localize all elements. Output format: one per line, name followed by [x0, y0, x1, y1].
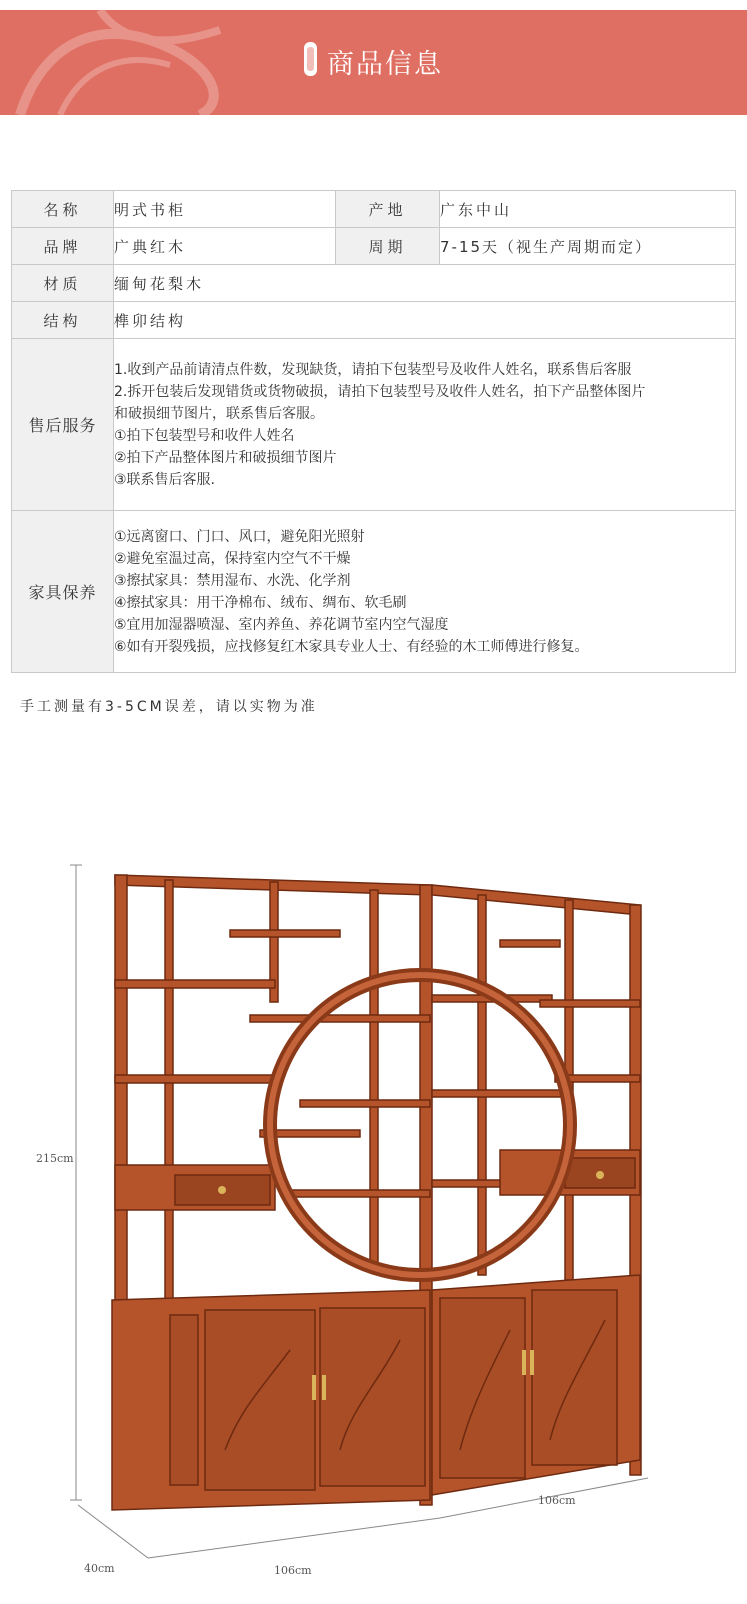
table-row: [12, 302, 736, 339]
after-sales-line: 和破损细节图片，联系售后客服。: [114, 405, 324, 422]
structure-value: 榫卯结构: [114, 302, 736, 339]
product-info-table: [11, 190, 736, 673]
cycle-label: 周期: [336, 228, 440, 265]
origin-label: 产地: [336, 191, 440, 228]
table-row: [12, 511, 736, 673]
care-line: ①远离窗口、门口、风口，避免阳光照射: [114, 528, 365, 545]
after-sales-content: [114, 339, 736, 511]
care-line: ③擦拭家具：禁用湿布、水洗、化学剂: [114, 572, 351, 589]
after-sales-line: ③联系售后客服.: [114, 471, 216, 488]
measurement-note: 手工测量有3-5CM误差，请以实物为准: [20, 699, 318, 715]
after-sales-label: 售后服务: [12, 339, 114, 511]
after-sales-line: 2.拆开包装后发现错货或货物破损，请拍下包装型号及收件人姓名，拍下产品整体图片: [114, 383, 646, 400]
material-value: 缅甸花梨木: [114, 265, 736, 302]
back-width-dimension: 106cm: [538, 1494, 576, 1507]
name-value: 明式书柜: [114, 191, 336, 228]
care-line: ④擦拭家具：用干净棉布、绒布、绸布、软毛刷: [114, 594, 407, 611]
care-line: ⑥如有开裂残损，应找修复红木家具专业人士、有经验的木工师傅进行修复。: [114, 638, 589, 655]
height-dimension: 215cm: [36, 1152, 74, 1165]
brand-label: 品牌: [12, 228, 114, 265]
care-content: [114, 511, 736, 673]
origin-value: 广东中山: [440, 191, 736, 228]
table-row: [12, 228, 736, 265]
care-label: 家具保养: [12, 511, 114, 673]
material-label: 材质: [12, 265, 114, 302]
page-title: 商品信息: [0, 42, 747, 81]
bookcase-illustration: [0, 850, 747, 1600]
product-photo: [0, 850, 747, 1600]
after-sales-line: ①拍下包装型号和收件人姓名: [114, 427, 295, 444]
table-row: [12, 339, 736, 511]
care-line: ⑤宜用加湿器喷湿、室内养鱼、养花调节室内空气湿度: [114, 616, 449, 633]
seal-icon: [304, 42, 317, 76]
table-row: [12, 265, 736, 302]
structure-label: 结构: [12, 302, 114, 339]
header-banner: [0, 10, 747, 115]
front-width-dimension: 106cm: [274, 1564, 312, 1577]
depth-dimension: 40cm: [84, 1562, 115, 1575]
name-label: 名称: [12, 191, 114, 228]
after-sales-line: ②拍下产品整体图片和破损细节图片: [114, 449, 337, 466]
cycle-value: 7-15天（视生产周期而定）: [440, 228, 736, 265]
table-row: [12, 191, 736, 228]
brand-value: 广典红木: [114, 228, 336, 265]
care-line: ②避免室温过高，保持室内空气不干燥: [114, 550, 351, 567]
after-sales-line: 1.收到产品前请清点件数，发现缺货，请拍下包装型号及收件人姓名，联系售后客服: [114, 361, 632, 378]
